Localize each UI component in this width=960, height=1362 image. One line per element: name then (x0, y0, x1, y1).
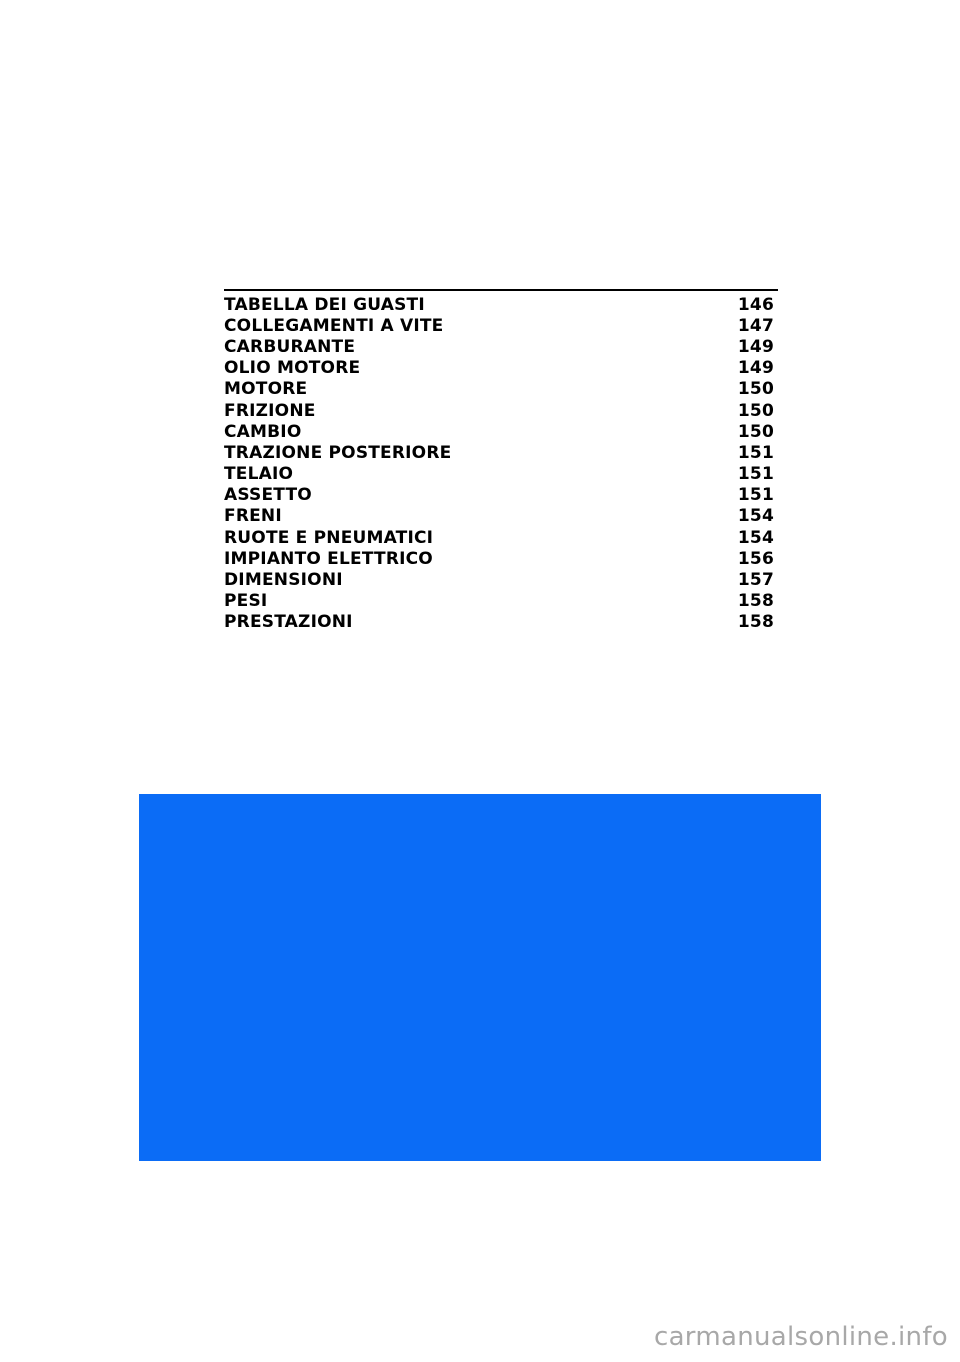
toc-entry-title: CARBURANTE (224, 336, 356, 357)
toc-entry-page: 151 (737, 464, 774, 485)
toc-entry-title: MOTORE (224, 379, 308, 400)
toc-entry-page: 149 (737, 336, 774, 357)
toc-entry-page: 147 (737, 315, 774, 336)
toc-entry[interactable] (224, 464, 778, 485)
toc-entry-page: 151 (737, 442, 774, 463)
toc-entry[interactable] (224, 421, 778, 442)
watermark: carmanualsonline.info (653, 1322, 948, 1352)
blue-color-panel (139, 794, 821, 1161)
toc-entry-title: COLLEGAMENTI A VITE (224, 315, 444, 336)
toc-entry-title: TELAIO (224, 464, 294, 485)
toc-entry-title: OLIO MOTORE (224, 358, 361, 379)
toc-entry-page: 158 (737, 612, 774, 633)
toc-entry-page: 150 (737, 379, 774, 400)
toc-entry-page: 150 (737, 421, 774, 442)
toc-entry-page: 154 (737, 527, 774, 548)
toc-entry[interactable] (224, 315, 778, 336)
toc-entry-title: ASSETTO (224, 485, 312, 506)
toc-entry[interactable] (224, 591, 778, 612)
toc-entry-title: IMPIANTO ELETTRICO (224, 548, 433, 569)
toc-entry[interactable] (224, 485, 778, 506)
toc-entry-page: 146 (737, 294, 774, 315)
toc-entry-title: TABELLA DEI GUASTI (224, 294, 425, 315)
toc-entry[interactable] (224, 506, 778, 527)
toc-entry[interactable] (224, 612, 778, 633)
toc-entry-page: 151 (737, 485, 774, 506)
toc-entry[interactable] (224, 400, 778, 421)
toc-entry[interactable] (224, 294, 778, 315)
toc-entry[interactable] (224, 442, 778, 463)
toc-entry[interactable] (224, 379, 778, 400)
toc-entry-title: FRENI (224, 506, 282, 527)
toc-entry[interactable] (224, 527, 778, 548)
toc-entry-title: DIMENSIONI (224, 570, 343, 591)
toc-entry-title: PRESTAZIONI (224, 612, 353, 633)
toc-entry[interactable] (224, 548, 778, 569)
toc-entry-title: CAMBIO (224, 421, 302, 442)
toc-entry-page: 154 (737, 506, 774, 527)
toc-entry-title: RUOTE E PNEUMATICI (224, 527, 434, 548)
toc-entry-title: PESI (224, 591, 268, 612)
toc-entry-page: 150 (737, 400, 774, 421)
table-of-contents (224, 289, 778, 633)
toc-entry-page: 149 (737, 358, 774, 379)
toc-entry-title: TRAZIONE POSTERIORE (224, 442, 452, 463)
toc-entry[interactable] (224, 336, 778, 357)
toc-entry-page: 156 (737, 548, 774, 569)
toc-entry[interactable] (224, 358, 778, 379)
toc-entry-title: FRIZIONE (224, 400, 316, 421)
toc-entry-page: 157 (737, 570, 774, 591)
toc-entry-page: 158 (737, 591, 774, 612)
toc-entry[interactable] (224, 569, 778, 590)
